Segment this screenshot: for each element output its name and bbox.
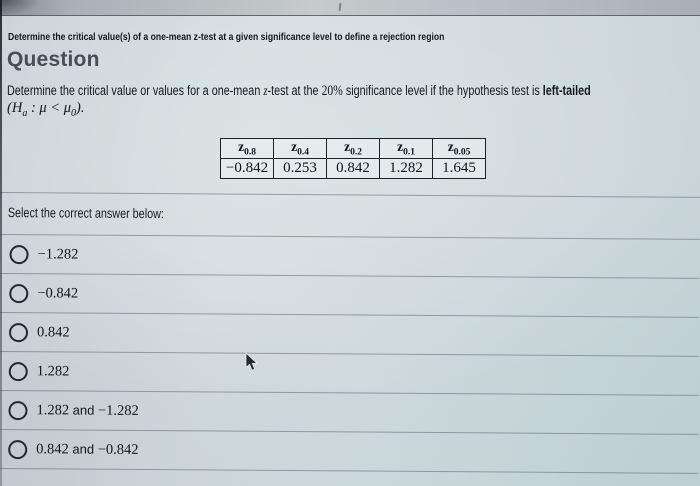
- z-table-header: $z_{0.8}$: [221, 138, 274, 158]
- option-label: 0.842: [36, 323, 70, 340]
- option-label: −0.842: [37, 284, 79, 302]
- hypothesis-subscript: 0: [70, 107, 76, 119]
- answer-option-5[interactable]: [0, 391, 699, 435]
- hypothesis-subscript: a: [22, 107, 28, 119]
- z-table-value: 1.282: [380, 158, 433, 178]
- hypothesis-part: ).: [75, 100, 85, 116]
- option-label: 0.842 and −0.842: [36, 440, 139, 458]
- z-symbol: z: [263, 83, 268, 98]
- radio-button-icon[interactable]: [9, 284, 28, 303]
- z-table-header: $z_{0.1}$: [380, 138, 433, 158]
- z-table-value: 1.645: [433, 158, 486, 178]
- z-table-value: −0.842: [221, 158, 274, 178]
- z-table-header: $z_{0.05}$: [433, 138, 486, 158]
- radio-button-icon[interactable]: [10, 245, 29, 264]
- question-text-part: -test at the: [267, 83, 322, 98]
- hypothesis-part: (H: [7, 100, 23, 116]
- answer-option-4[interactable]: [0, 352, 699, 396]
- z-table-value-row: [221, 158, 486, 178]
- answer-option-1[interactable]: [0, 235, 700, 279]
- page-title: Question: [7, 48, 100, 71]
- screen-smudge: [339, 3, 342, 11]
- answer-option-3[interactable]: [0, 313, 699, 357]
- z-table-value: 0.253: [274, 158, 327, 178]
- question-panel: [0, 16, 700, 179]
- option-label: 1.282 and −1.282: [36, 401, 139, 419]
- z-table-header: $z_{0.4}$: [274, 138, 327, 158]
- question-text-part: Determine the critical value or values for a one-mean: [7, 83, 264, 98]
- question-text-part: significance level if the hypothesis test is: [342, 83, 543, 98]
- cursor-arrow-icon: [245, 353, 259, 373]
- radio-button-icon[interactable]: [9, 362, 28, 381]
- tail-emphasis: left-tailed: [542, 83, 591, 98]
- radio-button-icon[interactable]: [8, 440, 27, 459]
- answer-prompt: Select the correct answer below:: [7, 205, 164, 222]
- option-label: −1.282: [37, 245, 79, 263]
- answer-option-6[interactable]: [0, 430, 698, 474]
- radio-button-icon[interactable]: [8, 401, 27, 420]
- z-table-header-row: [221, 138, 486, 158]
- answer-section: [0, 192, 700, 474]
- alternative-hypothesis: [7, 100, 700, 122]
- z-table-header: $z_{0.2}$: [327, 138, 380, 158]
- answer-option-2[interactable]: [0, 274, 699, 318]
- z-table-value: 0.842: [327, 158, 380, 178]
- lesson-objective-title: Determine the critical value(s) of a one-mean z-test at a given significance level to define a rejection region: [8, 31, 445, 43]
- window-top-strip: [0, 0, 700, 16]
- z-critical-values-table: [220, 138, 486, 179]
- question-text: [7, 83, 591, 99]
- divider: [0, 192, 700, 198]
- hypothesis-part: : μ < μ: [27, 100, 71, 116]
- radio-button-icon[interactable]: [9, 323, 28, 342]
- option-label: 1.282: [36, 362, 70, 379]
- significance-level: 20%: [321, 83, 343, 99]
